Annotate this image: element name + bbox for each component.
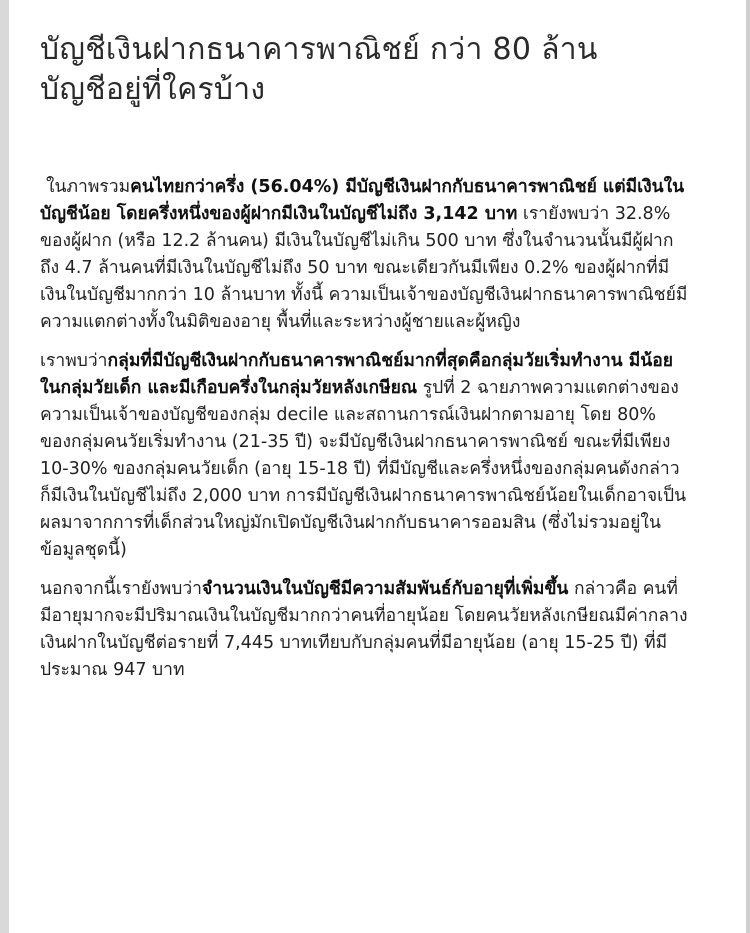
paragraph-lead: ในภาพรวม (46, 177, 131, 197)
right-margin-bar (746, 0, 750, 933)
paragraph-balance-by-age (40, 576, 690, 684)
paragraph-highlight: คนไทยกว่าครึ่ง (56.04%) มีบัญชีเงินฝากกับธนาคารพาณิชย์ แต่มีเงินในบัญชีน้อย โดยครึ่งหนึ่งของผู้ฝากมีเงินในบัญชีไม่ถึง 3,142 บาท (40, 177, 685, 224)
paragraph-age-groups (40, 348, 690, 564)
paragraph-highlight: กลุ่มที่มีบัญชีเงินฝากกับธนาคารพาณิชย์มากที่สุดคือกลุ่มวัยเริ่มทำงาน มีน้อยในกลุ่มวัยเด็ก และมีเกือบครึ่งในกลุ่มวัยหลังเกษียณ (40, 351, 674, 398)
article (40, 30, 690, 684)
title-line-1: บัญชีเงินฝากธนาคารพาณิชย์ กว่า 80 ล้าน (40, 32, 598, 67)
title-line-2: บัญชีอยู่ที่ใครบ้าง (40, 72, 266, 107)
paragraph-body: กล่าวคือ คนที่มีอายุมากจะมีปริมาณเงินในบัญชีมากกว่าคนที่อายุน้อย โดยคนวัยหลังเกษียณมีค่ากลางเงินฝากในบัญชีต่อรายที่ 7,445 บาทเทียบกับกลุ่มคนที่มีอายุน้อย (อายุ 15-25 ปี) ที่มีประมาณ 947 บาท (40, 579, 688, 680)
paragraph-body: รูปที่ 2 ฉายภาพความแตกต่างของความเป็นเจ้าของบัญชีของกลุ่ม decile และสถานการณ์เงินฝากตามอายุ โดย 80% ของกลุ่มคนวัยเริ่มทำงาน (21-35 ปี) จะมีบัญชีเงินฝากธนาคารพาณิชย์ ขณะที่มีเพียง 10-30% ของกลุ่มคนวัยเด็ก (อายุ 15-18 ปี) ที่มีบัญชีและครึ่งหนึ่งของกลุ่มคนดังกล่าวก็มีเงินในบัญชีไม่ถึง 2,000 บาท การมีบัญชีเงินฝากธนาคารพาณิชย์น้อยในเด็กอาจเป็นผลมาจากการที่เด็กส่วนใหญ่มักเปิดบัญชีเงินฝากกับธนาคารออมสิน (ซึ่งไม่รวมอยู่ในข้อมูลชุดนี้) (40, 378, 687, 560)
paragraph-overview (40, 174, 690, 336)
article-title (40, 30, 690, 110)
paragraph-lead: นอกจากนี้เรายังพบว่า (40, 579, 203, 599)
paragraph-lead: เราพบว่า (40, 351, 108, 371)
left-margin-bar (0, 0, 9, 933)
paragraph-body: เรายังพบว่า 32.8% ของผู้ฝาก (หรือ 12.2 ล้านคน) มีเงินในบัญชีไม่เกิน 500 บาท ซึ่งในจำนวนนั้นมีผู้ฝากถึง 4.7 ล้านคนที่มีเงินในบัญชีไม่ถึง 50 บาท ขณะเดียวกันมีเพียง 0.2% ของผู้ฝากที่มีเงินในบัญชีมากกว่า 10 ล้านบาท ทั้งนี้ ความเป็นเจ้าของบัญชีเงินฝากธนาคารพาณิชย์มีความแตกต่างทั้งในมิติของอายุ พื้นที่และระหว่างผู้ชายและผู้หญิง (40, 204, 688, 332)
paragraph-highlight: จำนวนเงินในบัญชีมีความสัมพันธ์กับอายุที่เพิ่มขึ้น (202, 579, 569, 599)
